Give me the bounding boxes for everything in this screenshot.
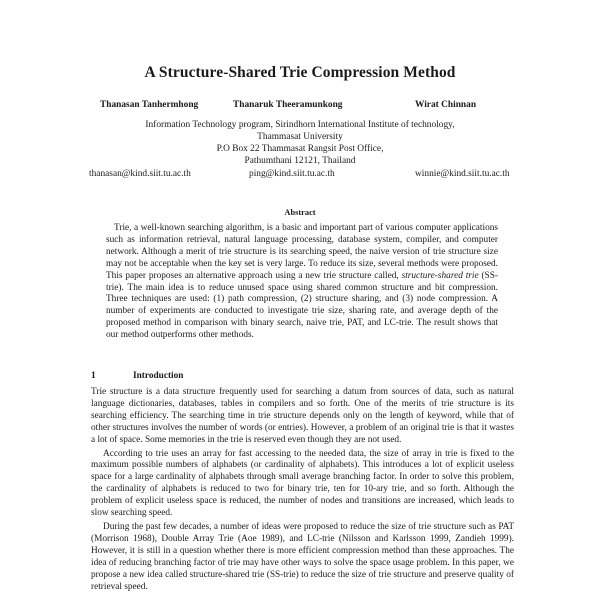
- body-paragraph-2: According to trie uses an array for fast accessing to the needed data, the size of array in trie is fixed to the maximum possible numbers of alphabets (or cardinality of alphabets). This introduces a lot of explicit useless space for a large cardinality of alphabets through small average branching factor. In order to solve this problem, the cardinality of alphabets is reduced to two for binary trie, ten for 10-ary trie, and so forth. Although the problem of explicit useless space is reduced, the number of nodes and transitions are increased, which leads to slow searching speed.: [91, 448, 514, 519]
- author-3: Wirat Chinnan: [415, 100, 477, 110]
- section-heading: [91, 371, 183, 381]
- affiliation-line-3: P.O Box 22 Thammasat Rangsit Post Office,: [216, 144, 384, 154]
- abstract-text: [106, 223, 498, 342]
- author-1: Thanasan Tanhermhong: [100, 100, 199, 110]
- section-body: [91, 387, 514, 595]
- abstract-part-1: Trie, a well-known searching algorithm, is a basic and important part of various computer applications such as information retrieval, natural language processing, database system, compiler, and computer network. Although a merit of trie structure is its searching speed, the naive version of trie structure size may not be acceptable when the key set is very large. To reduce its size, several methods were proposed. This paper proposes an alternative approach using a new trie structure called,: [106, 223, 498, 281]
- email-1: thanasan@kind.siit.tu.ac.th: [89, 169, 191, 179]
- affiliation-line-2: Thammasat University: [257, 132, 343, 142]
- author-2: Thanaruk Theeramunkong: [233, 100, 343, 110]
- section-title: Introduction: [133, 371, 184, 381]
- affiliation-line-4: Pathumthani 12121, Thailand: [244, 156, 356, 166]
- section-number: 1: [91, 371, 96, 381]
- abstract-heading: Abstract: [284, 208, 316, 217]
- body-paragraph-3: During the past few decades, a number of ideas were proposed to reduce the size of trie structure such as PAT (Morrison 1968), Double Array Trie (Aoe 1989), and LC-trie (Nilsson and Karlsson 1999, Zandieh 1999). However, it is still in a question whether there is more efficient compression method than these approaches. The idea of reducing branching factor of trie may have other ways to solve the space usage problem. In this paper, we propose a new idea called structure-shared trie (SS-trie) to reduce the size of trie structure and preserve quality of retrieval speed.: [91, 521, 514, 592]
- affiliation-line-1: Information Technology program, Sirindhorn International Institute of technology,: [145, 120, 455, 130]
- abstract-emphasis: structure-shared trie: [401, 270, 479, 281]
- paper-title: A Structure-Shared Trie Compression Method: [144, 64, 456, 81]
- body-paragraph-1: Trie structure is a data structure frequently used for searching a datum from sources of data, such as natural language dictionaries, databases, tables in compilers and so forth. One of the merits of trie structure is its searching efficiency. The searching time in trie structure depends only on the length of keyword, while that of other structures involves the number of words (or entries). However, a problem of an original trie is that it wastes a lot of space. Some memories in the trie is reserved even though they are not used.: [91, 387, 514, 445]
- author-list: [0, 100, 600, 114]
- abstract-part-2: (SS-trie). The main idea is to reduce unused space using shared common structure and bit compression. Three techniques are used: (1) path compression, (2) structure sharing, and (3) node compression. A number of experiments are conducted to investigate trie size, sharing rate, and average depth of the proposed method in comparison with binary search, naive trie, PAT, and LC-trie. The result shows that our method outperforms other methods.: [106, 270, 498, 341]
- email-2: ping@kind.siit.tu.ac.th: [249, 169, 335, 179]
- email-3: winnie@kind.siit.tu.ac.th: [415, 169, 510, 179]
